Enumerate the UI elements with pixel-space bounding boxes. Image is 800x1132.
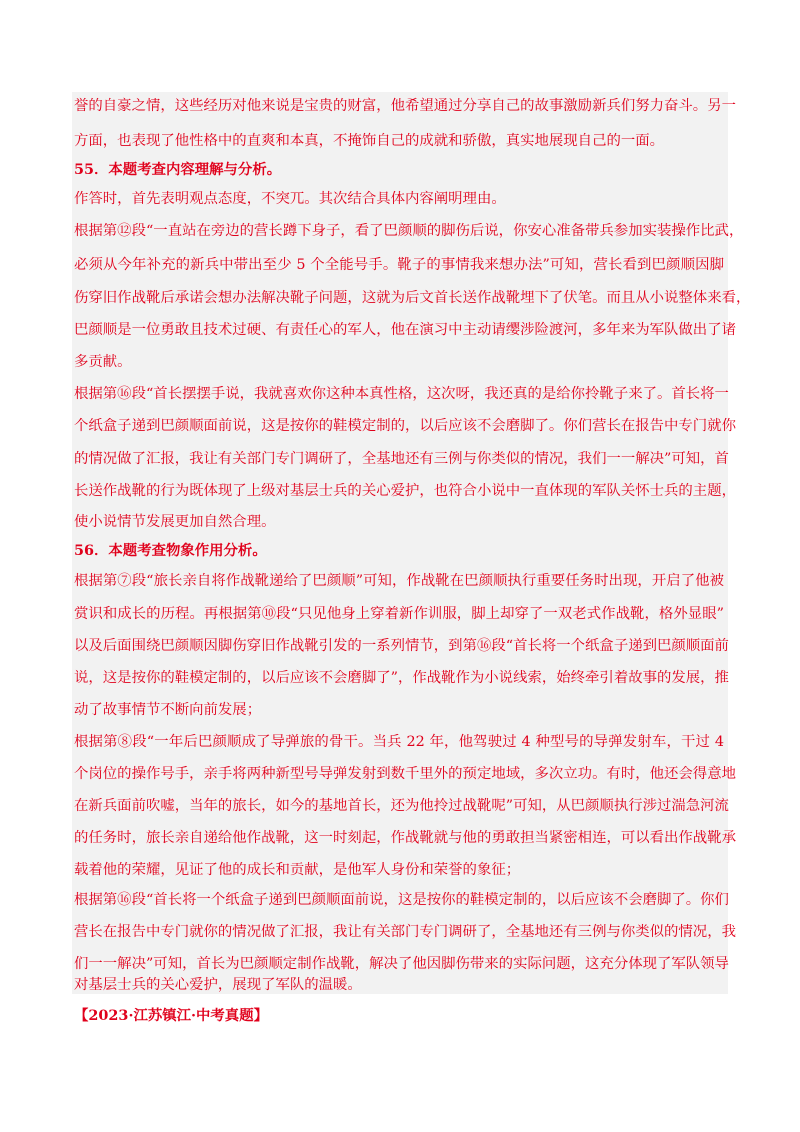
text-line: 以及后面围绕巴颜顺因脚伤穿旧作战靴引发的一系列情节，到第⑯段“首长将一个纸盒子递到巴颜顺面前	[74, 638, 729, 654]
question-heading-55: 55．本题考查内容理解与分析。	[74, 161, 282, 178]
text-line: 在新兵面前吹嘘，当年的旅长，如今的基地首长，还为他拎过战靴呢”可知，从巴颜顺执行涉过湍急河流	[74, 798, 729, 814]
question-heading-56: 56．本题考查物象作用分析。	[74, 542, 267, 559]
text-line: 个岗位的操作号手，亲手将两种新型号导弹发射到数千里外的预定地域，多次立功。有时，他还会得意地	[74, 766, 736, 782]
text-line: 根据第⑯段“首长摆摆手说，我就喜欢你这种本真性格，这次呀，我还真的是给你拎靴子来了。首长将一	[74, 386, 729, 402]
text-line: 的情况做了汇报，我让有关部门专门调研了，全基地还有三例与你类似的情况，我们一一解决”可知，首	[74, 451, 729, 467]
text-line: 巴颜顺是一位勇敢且技术过硬、有责任心的军人，他在演习中主动请缨涉险渡河，多年来为军队做出了诸	[74, 322, 736, 338]
text-line: 多贡献。	[74, 354, 132, 370]
text-line: 长送作战靴的行为既体现了上级对基层士兵的关心爱护，也符合小说中一直体现的军队关怀士兵的主题，	[74, 483, 736, 499]
text-line: 对基层士兵的关心爱护，展现了军队的温暖。	[74, 977, 362, 993]
text-line: 们一一解决”可知，首长为巴颜顺定制作战靴，解决了他因脚伤带来的实际问题，这充分体现了军队领导	[74, 956, 729, 972]
text-line: 必须从今年补充的新兵中带出至少 5 个全能号手。靴子的事情我来想办法”可知，营长看到巴颜顺因脚	[74, 257, 724, 273]
text-line: 伤穿旧作战靴后承诺会想办法解决靴子问题，这就为后文首长送作战靴埋下了伏笔。而且从小说整体来看，	[74, 290, 751, 306]
text-line: 营长在报告中专门就你的情况做了汇报，我让有关部门专门调研了，全基地还有三例与你类似的情况，我	[74, 924, 736, 940]
text-line: 方面，也表现了他性格中的直爽和本真，不掩饰自己的成就和骄傲，真实地展现自己的一面。	[74, 133, 665, 149]
text-line: 作答时，首先表明观点态度，不突兀。其次结合具体内容阐明理由。	[74, 191, 506, 207]
text-line: 说，这是按你的鞋模定制的，以后应该不会磨脚了”，作战靴作为小说线索，始终牵引着故事的发展，推	[74, 670, 729, 686]
text-line: 根据第⑦段“旅长亲自将作战靴递给了巴颜顺”可知，作战靴在巴颜顺执行重要任务时出现，开启了他被	[74, 573, 724, 589]
text-line: 赏识和成长的历程。再根据第⑩段“只见他身上穿着新作训服，脚上却穿了一双老式作战靴，格外显眼”	[74, 606, 724, 622]
text-line: 根据第⑯段“首长将一个纸盒子递到巴颜顺面前说，这是按你的鞋模定制的，以后应该不会磨脚了。你们	[74, 892, 729, 908]
text-line: 根据第⑧段“一年后巴颜顺成了导弹旅的骨干。当兵 22 年，他驾驶过 4 种型号的导弹发射车，干过 4	[74, 734, 724, 750]
text-line: 载着他的荣耀，见证了他的成长和贡献，是他军人身份和荣誉的象征；	[74, 862, 521, 878]
text-line: 个纸盒子递到巴颜顺面前说，这是按你的鞋模定制的，以后应该不会磨脚了。你们营长在报告中专门就你	[74, 418, 736, 434]
text-line: 动了故事情节不断向前发展；	[74, 702, 262, 718]
source-tag: 【2023·江苏镇江·中考真题】	[74, 1007, 268, 1024]
text-line: 誉的自豪之情，这些经历对他来说是宝贵的财富，他希望通过分享自己的故事激励新兵们努力奋斗。另一	[74, 98, 736, 114]
text-line: 根据第⑫段“一直站在旁边的营长蹲下身子，看了巴颜顺的脚伤后说，你安心准备带兵参加实装操作比武，	[74, 223, 744, 239]
text-line: 的任务时，旅长亲自递给他作战靴，这一时刻起，作战靴就与他的勇敢担当紧密相连，可以看出作战靴承	[74, 830, 736, 846]
text-line: 使小说情节发展更加自然合理。	[74, 514, 276, 530]
